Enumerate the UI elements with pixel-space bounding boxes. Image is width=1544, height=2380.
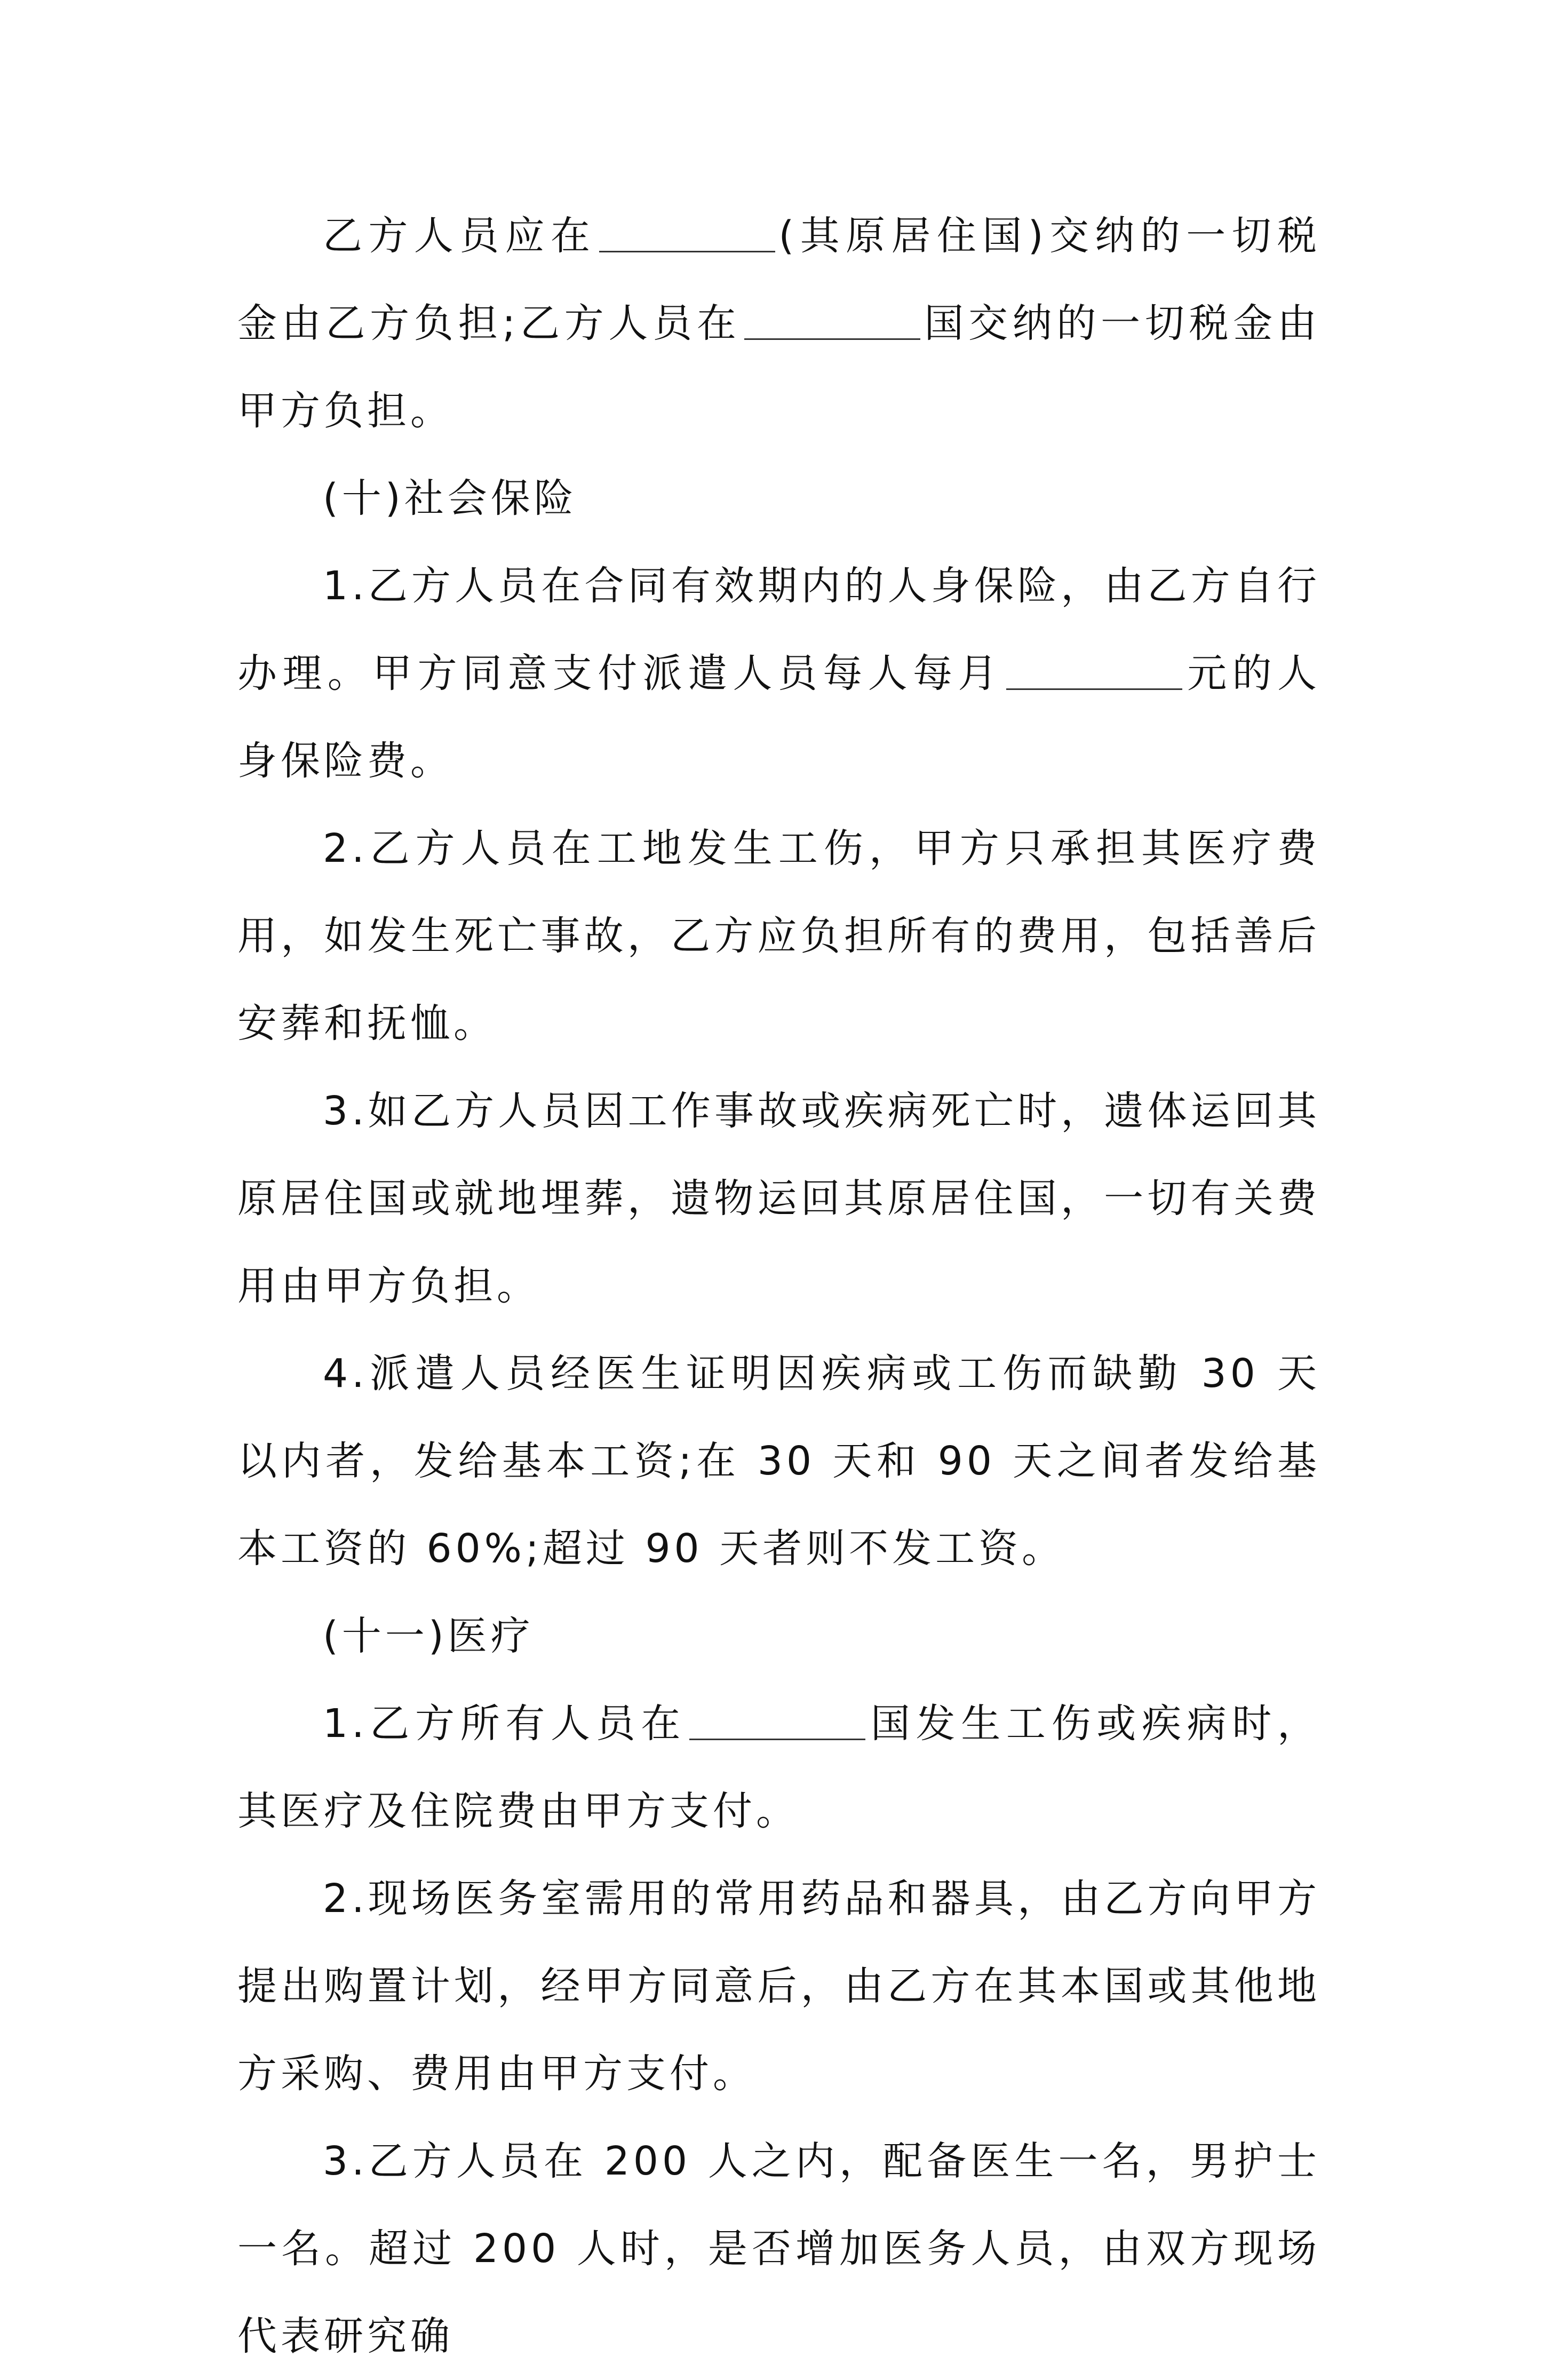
document-page [237, 192, 1320, 2380]
s10-item-2: 2.乙方人员在工地发生工伤，甲方只承担其医疗费用，如发生死亡事故，乙方应负担所有的费用，包括善后安葬和抚恤。 [237, 826, 1320, 1046]
s10-item-4: 4.派遣人员经医生证明因疾病或工伤而缺勤 30 天以内者，发给基本工资;在 30 天和 90 天之间者发给基本工资的 60%;超过 90 天者则不发工资。 [237, 1351, 1320, 1572]
tax-text-1: 乙方人员应在 [323, 213, 596, 259]
blank-line [744, 299, 920, 340]
blank-line [689, 1699, 865, 1740]
s10-item-3: 3.如乙方人员因工作事故或疾病死亡时，遗体运回其原居住国或就地埋葬，遗物运回其原居住国，一切有关费用由甲方负担。 [237, 1088, 1320, 1309]
s11-item-1-text-1: 1.乙方所有人员在 [323, 1701, 687, 1747]
blank-line [599, 211, 775, 252]
tax-text-3: 国交纳的一切税金由甲方负担。 [237, 300, 1321, 434]
tax-text-2: (其原居住国)交纳的一切税金由乙方负担;乙方人员在 [237, 213, 1320, 346]
tax-paragraph [237, 192, 1320, 455]
s10-item-1 [237, 542, 1320, 805]
s10-item-1-text-1: 1.乙方人员在合同有效期内的人身保险，由乙方自行办理。甲方同意支付派遣人员每人每月 [237, 563, 1320, 696]
s10-item-1-text-2: 元的人身保险费。 [237, 650, 1321, 784]
s11-item-2: 2.现场医务室需用的常用药品和器具，由乙方向甲方提出购置计划，经甲方同意后，由乙方在其本国或其他地方采购、费用由甲方支付。 [237, 1876, 1320, 2097]
s11-item-1-text-2: 国发生工伤或疾病时，其医疗及住院费由甲方支付。 [237, 1701, 1321, 1834]
s11-item-1 [237, 1680, 1320, 1855]
blank-line [1006, 649, 1182, 690]
section-11-heading: (十一)医疗 [323, 1613, 534, 1659]
s11-item-3: 3.乙方人员在 200 人之内，配备医生一名，男护士一名。超过 200 人时，是否增加医务人员，由双方现场代表研究确 [237, 2138, 1320, 2359]
section-10-heading: (十)社会保险 [323, 475, 577, 521]
